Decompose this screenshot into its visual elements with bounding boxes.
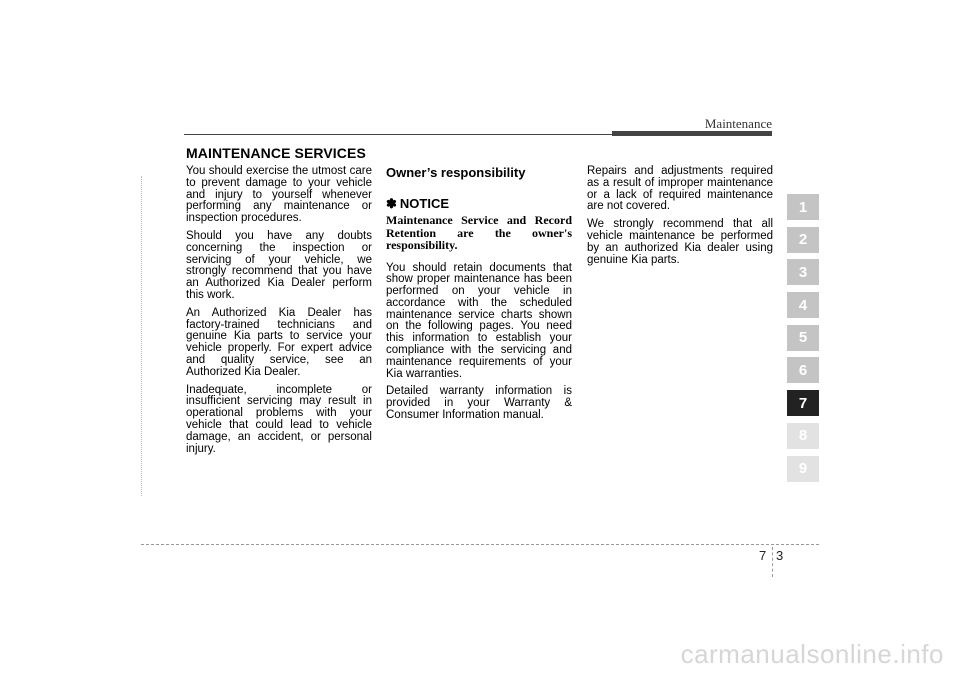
owner-responsibility-heading: Owner’s responsibility [386, 165, 526, 180]
chapter-tab-6[interactable]: 6 [787, 357, 819, 383]
chapter-tab-1[interactable]: 1 [787, 194, 819, 220]
paragraph: You should retain documents that show proper maintenance has been performed on your vehicle in accordance with the scheduled maintenance service charts shown on the following pages. You need this information to establish your compliance with the servicing and maintenance requirements of your Kia warranties. [386, 261, 572, 380]
chapter-tab-9[interactable]: 9 [787, 456, 819, 482]
column-3 [587, 166, 773, 272]
chapter-tab-4[interactable]: 4 [787, 292, 819, 318]
section-heading: MAINTENANCE SERVICES [186, 145, 376, 161]
page-number: 3 [776, 548, 784, 563]
chapter-tab-3[interactable]: 3 [787, 259, 819, 285]
page-edge-guide [141, 176, 142, 496]
notice-asterisk-icon: ✽ [386, 196, 397, 211]
paragraph: Detailed warranty information is provided in your Warranty & Consumer Information manual. [386, 385, 572, 422]
watermark: carmanualsonline.info [680, 639, 944, 669]
header-title: Maintenance [704, 116, 772, 131]
notice-text: Maintenance Service and Record Retention are the owner's responsibility. [386, 213, 572, 252]
chapter-tab-8[interactable]: 8 [787, 423, 819, 449]
chapter-tab-5[interactable]: 5 [787, 325, 819, 351]
paragraph: We strongly recommend that all vehicle maintenance be performed by an authorized Kia dealer using genuine Kia parts. [587, 218, 773, 266]
chapter-tab-7[interactable]: 7 [787, 390, 819, 416]
notice-label: NOTICE [399, 196, 450, 211]
paragraph: An Authorized Kia Dealer has factory-trained technicians and genuine Kia parts to service your vehicle properly. For expert advice and quality service, see an Authorized Kia Dealer. [186, 306, 372, 378]
chapter-tab-2[interactable]: 2 [787, 227, 819, 253]
page-chapter-number: 7 [759, 548, 767, 563]
paragraph: Should you have any doubts concerning the inspection or servicing of your vehicle, we strongly recommend that you have an Authorized Kia Dealer perform this work. [186, 229, 372, 301]
notice-heading [386, 197, 572, 211]
header-rule [184, 134, 614, 135]
footer-rule [141, 544, 819, 545]
page-number-divider [772, 547, 773, 577]
paragraph: Repairs and adjustments required as a result of improper maintenance or a lack of required maintenance are not covered. [587, 165, 773, 213]
paragraph: Inadequate, incomplete or insufficient servicing may result in operational problems with your vehicle that could lead to vehicle damage, an accident, or personal injury. [186, 383, 372, 455]
header-rule-bar [612, 131, 772, 136]
column-2 [386, 166, 572, 428]
chapter-tabs [787, 194, 819, 488]
paragraph: You should exercise the utmost care to prevent damage to your vehicle and injury to yourself whenever performing any maintenance or inspection procedures. [186, 165, 372, 225]
column-1 [186, 166, 372, 461]
